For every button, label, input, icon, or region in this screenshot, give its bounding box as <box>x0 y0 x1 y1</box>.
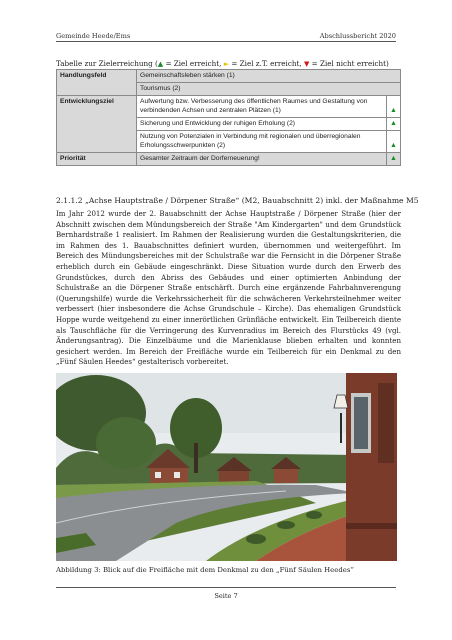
handlungsfeld-value: Gemeinschaftsleben stärken (1) <box>137 70 401 83</box>
status-achieved-icon: ▲ <box>387 152 401 165</box>
red-triangle-icon: ▼ <box>303 60 310 68</box>
entwicklungsziel-label: Entwicklungsziel <box>57 95 137 152</box>
ziel-text: Sicherung und Entwicklung der ruhigen Erholung (2) <box>137 117 387 130</box>
header-municipality: Gemeinde Heede/Ems <box>56 32 131 40</box>
page-footer <box>56 587 396 600</box>
ziel-text: Nutzung von Potenzialen in Verbindung mit regionalen und überregionalen Erholungsschwerpunkten (2) <box>137 130 387 152</box>
table-caption-red: = Ziel nicht erreicht) <box>309 59 389 68</box>
page-number: Seite 7 <box>214 592 238 600</box>
table-caption-green: = Ziel erreicht, <box>163 59 224 68</box>
prioritaet-label: Priorität <box>57 152 137 165</box>
status-achieved-icon: ▲ <box>387 117 401 130</box>
goal-achievement-table <box>56 69 401 166</box>
handlungsfeld-value: Tourismus (2) <box>137 82 401 95</box>
ziel-text: Aufwertung bzw. Verbesserung des öffentlichen Raumes und Gestaltung von verbindenden Achsen und zentralen Plätzen (1) <box>137 95 387 117</box>
figure-caption: Abbildung 3: Blick auf die Freifläche mit dem Denkmal zu den „Fünf Säulen Heedes“ <box>56 566 354 574</box>
handlungsfeld-label: Handlungsfeld <box>57 70 137 96</box>
photo-freiflaeche-denkmal <box>56 373 397 561</box>
prioritaet-value: Gesamter Zeitraum der Dorferneuerung! <box>137 152 387 165</box>
table-row <box>57 152 401 165</box>
photo-illustration <box>56 373 397 561</box>
table-caption-prefix: Tabelle zur Zielerreichung ( <box>56 59 158 68</box>
table-caption <box>56 59 389 68</box>
status-achieved-icon: ▲ <box>387 130 401 152</box>
page-header <box>56 30 396 42</box>
section-paragraph: Im Jahr 2012 wurde der 2. Bauabschnitt der Achse Hauptstraße / Dörpener Straße (hier der Abschnitt zwischen dem Mündungsbereich der Straße "Am Kindergarten" und dem Grundstück Bernhardstraße 1 realisiert. Im Rahmen der Realisierung wurden die Gestaltungskriterien, die im Rahmen des 1. Bauabschnittes definiert wurden, übernommen und weitergeführt. Im Bereich des Mündungsbereiches mit der Schulstraße war die Fernsicht in die Dörpener Straße erheblich durch ein Gebäude eingeschränkt. Diese Situation wurde durch den Erwerb des Grundstückes, durch den Abriss des Gebäudes und einer optimierten Anbindung der Schulstraße an die Dörpener Straße entschärft. Durch eine ergänzende Fahrbahnverengung (Querungshilfe) wurde die Verkehrssicherheit für die schwächeren Verkehrsteilnehmer weiter verbessert (hier insbesondere die Achse Grundschule – Kirche). Das ehemaligen Grundstück Hoppe wurde weitgehend zu einer innerörtlichen Grünfläche entwickelt. Ein Teilbereich diente als Tauschfläche für die Verringerung des Kurvenradius im Bereich des Flurstücks 49 (vgl. Änderungsantrag). Die Einzelbäume und die Marienklause blieben erhalten und konnten gesichert werden. Im Bereich der Freifläche wurde ein Teilbereich für ein Denkmal zu den „Fünf Säulen Heedes“ gestalterisch vorbereitet. <box>56 209 401 367</box>
table-caption-yellow: = Ziel z.T. erreicht, <box>229 59 304 68</box>
table-row <box>57 70 401 83</box>
green-triangle-icon: ▲ <box>157 60 164 68</box>
table-row <box>57 95 401 117</box>
status-achieved-icon: ▲ <box>387 95 401 117</box>
section-heading: 2.1.1.2 „Achse Hauptstraße / Dörpener Straße“ (M2, Bauabschnitt 2) inkl. der Maßnahme M5 <box>56 196 419 205</box>
header-report-title: Abschlussbericht 2020 <box>319 32 396 40</box>
yellow-triangle-icon: ► <box>223 60 230 68</box>
